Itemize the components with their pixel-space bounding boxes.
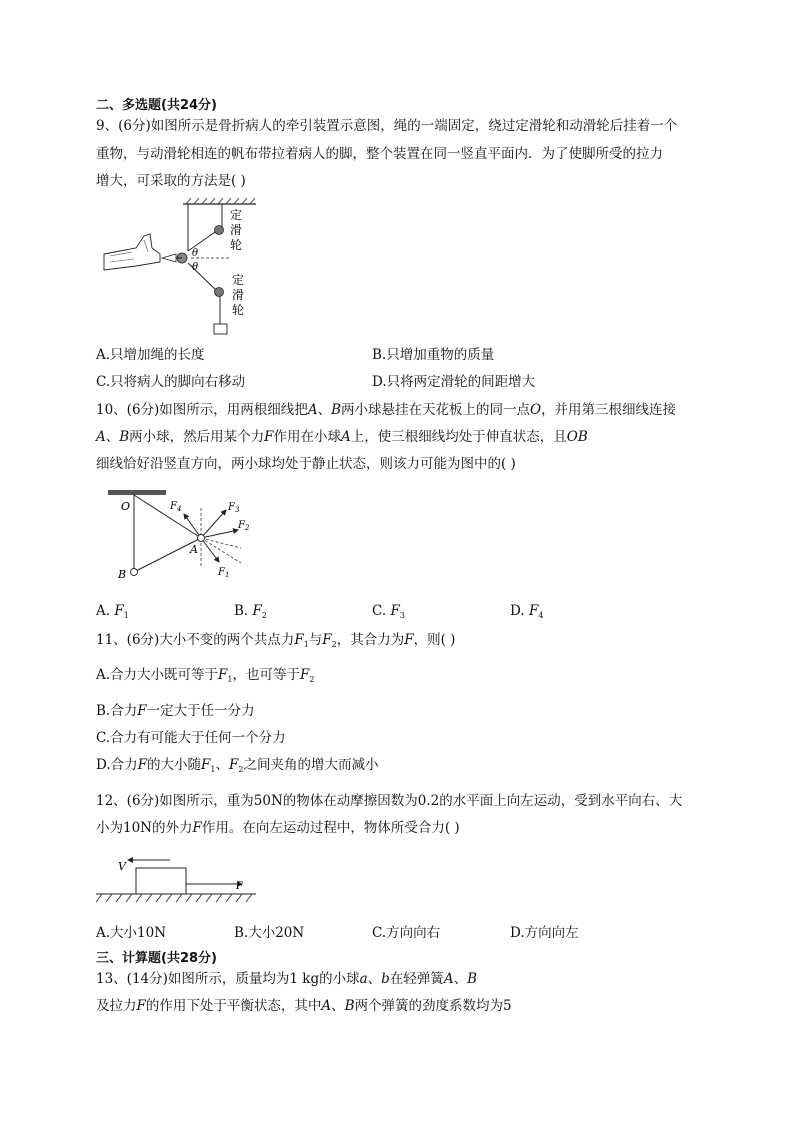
q11-option-c: C.合力有可能大于任何一个分力 xyxy=(96,730,286,746)
q12-option-d: D.方向向左 xyxy=(510,925,579,941)
q12-stem-line1: 12、(6分)如图所示，重为50N的物体在动摩擦因数为0.2的水平面上向左运动，受到水平向右、大 xyxy=(96,793,683,809)
q9-option-d: D.只将两定滑轮的间距增大 xyxy=(372,374,536,390)
q10-option-d: D. $F_4$ xyxy=(510,603,544,620)
q11-option-a: A.合力大小既可等于$F_1$，也可等于$F_2$ xyxy=(96,667,315,684)
q10-option-b: B. $F_2$ xyxy=(234,603,267,620)
label-f3: $F_3$ xyxy=(228,502,240,514)
q9-option-a: A.只增加绳的长度 xyxy=(96,347,205,363)
q11-option-b: B.合力F一定大于任一分力 xyxy=(96,703,255,719)
angle-theta-lower: θ xyxy=(192,262,199,273)
q13-stem-line2: 及拉力F的作用下处于平衡状态，其中A、B两个弹簧的劲度系数均为5 xyxy=(96,998,512,1014)
q9-option-c: C.只将病人的脚向右移动 xyxy=(96,374,246,390)
label-f: F xyxy=(236,881,243,892)
q11-stem: 11、(6分)大小不变的两个共点力$F_1$与$F_2$，其合力为F，则( ) xyxy=(96,632,456,649)
label-f1: $F_1$ xyxy=(218,567,230,579)
q9-stem-line3: 增大，可采取的方法是( ) xyxy=(96,173,246,189)
q12-option-c: C.方向向右 xyxy=(372,925,441,941)
label-b: B xyxy=(118,568,127,581)
hanging-weight xyxy=(214,324,227,334)
q12-option-a: A.大小10N xyxy=(96,925,167,941)
label-o: O xyxy=(121,500,131,513)
q12-option-b: B.大小20N xyxy=(234,925,305,941)
label-a: A xyxy=(190,543,198,556)
section-title-multiple-choice: 二、多选题(共24分) xyxy=(96,98,217,113)
q10-force-figure xyxy=(104,486,254,582)
q10-option-a: A. $F_1$ xyxy=(96,603,129,620)
section-title-calculation: 三、计算题(共28分) xyxy=(96,951,217,966)
ball-b xyxy=(131,569,138,576)
q13-stem-line1: 13、(14分)如图所示，质量均为1 kg的小球a、b在轻弹簧A、B xyxy=(96,971,477,987)
q12-stem-line2: 小为10N的外力F作用。在向左运动过程中，物体所受合力( ) xyxy=(96,820,460,836)
angle-theta-upper: θ xyxy=(192,248,199,259)
label-fixed-pulley-top-2: 滑 xyxy=(230,223,243,237)
q9-option-b: B.只增加重物的质量 xyxy=(372,347,495,363)
label-fixed-pulley-bottom-2: 滑 xyxy=(232,288,245,302)
q10-stem-line1: 10、(6分)如图所示，用两根细线把A、B两小球悬挂在天花板上的同一点O，并用第三根细线连接 xyxy=(96,402,677,418)
fixed-pulley-top xyxy=(215,226,224,235)
label-fixed-pulley-bottom-3: 轮 xyxy=(232,303,245,317)
block xyxy=(136,868,186,894)
fixed-pulley-bottom xyxy=(215,288,224,297)
label-f4: $F_4$ xyxy=(170,501,182,513)
label-fixed-pulley-bottom-1: 定 xyxy=(232,273,245,287)
q12-block-figure xyxy=(96,848,266,912)
q11-option-d: D.合力F的大小随$F_1$、$F_2$之间夹角的增大而减小 xyxy=(96,757,379,774)
q9-stem-line2: 重物，与动滑轮相连的帆布带拉着病人的脚，整个装置在同一竖直平面内．为了使脚所受的拉力 xyxy=(96,146,663,162)
label-v: V xyxy=(118,860,126,873)
label-fixed-pulley-top-1: 定 xyxy=(230,208,243,222)
q9-traction-figure xyxy=(96,196,266,336)
q10-option-c: C. $F_3$ xyxy=(372,603,405,620)
q10-stem-line3: 细线恰好沿竖直方向，两小球均处于静止状态，则该力可能为图中的( ) xyxy=(96,456,516,472)
q10-stem-line2: A、B两小球，然后用某个力F作用在小球A上，使三根细线均处于伸直状态，且OB xyxy=(96,429,588,445)
label-f2: $F_2$ xyxy=(238,520,250,532)
ball-a xyxy=(198,535,205,542)
label-fixed-pulley-top-3: 轮 xyxy=(230,238,243,252)
q9-stem-line1: 9、(6分)如图所示是骨折病人的牵引装置示意图，绳的一端固定，绕过定滑轮和动滑轮后挂着一个 xyxy=(96,118,678,134)
